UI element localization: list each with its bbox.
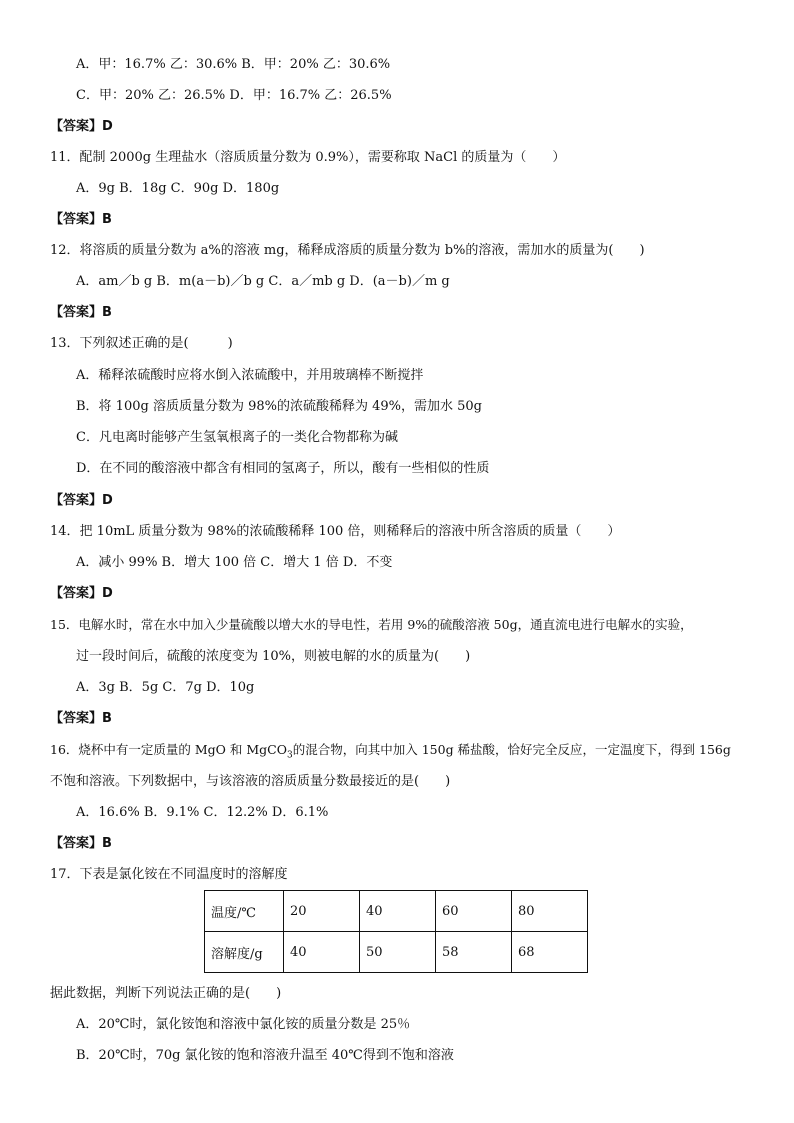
q15-options: A．3g B．5g C．7g D．10g bbox=[76, 680, 255, 695]
q16-stem-line1 bbox=[50, 741, 731, 765]
q13-answer: 【答案】D bbox=[50, 493, 113, 508]
q16-stem-post: 的混合物，向其中加入 150g 稀盐酸，恰好完全反应，一定温度下，得到 156g bbox=[292, 742, 731, 757]
table-cell: 80 bbox=[512, 891, 588, 932]
q17-option-a: A．20℃时，氯化铵饱和溶液中氯化铵的质量分数是 25％ bbox=[76, 1017, 411, 1032]
table-row bbox=[205, 891, 588, 932]
q16-stem-line2: 不饱和溶液。下列数据中，与该溶液的溶质质量分数最接近的是( ) bbox=[50, 774, 451, 789]
q14-answer: 【答案】D bbox=[50, 586, 113, 601]
q12-stem: 12．将溶质的质量分数为 a%的溶液 mg，稀释成溶质的质量分数为 b%的溶液，需加水的质量为( ) bbox=[50, 243, 645, 258]
q16-answer: 【答案】B bbox=[50, 836, 112, 851]
q10-answer: 【答案】D bbox=[50, 119, 113, 134]
q17-option-b: B．20℃时，70g 氯化铵的饱和溶液升温至 40℃得到不饱和溶液 bbox=[76, 1048, 454, 1063]
q15-stem-line2: 过一段时间后，硫酸的浓度变为 10%，则被电解的水的质量为( ) bbox=[76, 649, 471, 664]
q16-stem-pre: 16．烧杯中有一定质量的 MgO 和 MgCO bbox=[50, 742, 287, 757]
q13-option-a: A．稀释浓硫酸时应将水倒入浓硫酸中，并用玻璃棒不断搅拌 bbox=[76, 368, 424, 383]
q15-answer: 【答案】B bbox=[50, 711, 112, 726]
table-row-label: 溶解度/g bbox=[205, 932, 284, 973]
table-cell: 40 bbox=[284, 932, 360, 973]
q12-options: A．am／b g B．m(a－b)／b g C．a／mb g D．(a－b)／m g bbox=[76, 274, 450, 289]
table-cell: 50 bbox=[360, 932, 436, 973]
q17-stem: 17．下表是氯化铵在不同温度时的溶解度 bbox=[50, 867, 288, 882]
q11-options: A．9g B．18g C．90g D．180g bbox=[76, 181, 280, 196]
q14-stem: 14．把 10mL 质量分数为 98%的浓硫酸稀释 100 倍，则稀释后的溶液中所含溶质的质量（ ） bbox=[50, 524, 621, 539]
solubility-table bbox=[204, 890, 588, 973]
q17-prompt: 据此数据，判断下列说法正确的是( ) bbox=[50, 986, 282, 1001]
q13-option-b: B．将 100g 溶质质量分数为 98%的浓硫酸稀释为 49%，需加水 50g bbox=[76, 399, 483, 414]
table-cell: 58 bbox=[436, 932, 512, 973]
q13-option-c: C．凡电离时能够产生氢氧根离子的一类化合物都称为碱 bbox=[76, 430, 398, 445]
q13-stem: 13．下列叙述正确的是( ) bbox=[50, 336, 233, 351]
q10-options-ab: A．甲：16.7% 乙：30.6% B．甲：20% 乙：30.6% bbox=[76, 57, 391, 72]
q10-options-cd: C．甲：20% 乙：26.5% D．甲：16.7% 乙：26.5% bbox=[76, 88, 392, 103]
q11-stem: 11．配制 2000g 生理盐水（溶质质量分数为 0.9%），需要称取 NaCl 的质量为（ ） bbox=[50, 150, 566, 165]
table-row-label: 温度/℃ bbox=[205, 891, 284, 932]
q11-answer: 【答案】B bbox=[50, 212, 112, 227]
table-cell: 40 bbox=[360, 891, 436, 932]
table-cell: 20 bbox=[284, 891, 360, 932]
table-cell: 68 bbox=[512, 932, 588, 973]
q14-options: A．减小 99% B．增大 100 倍 C．增大 1 倍 D．不变 bbox=[76, 555, 393, 570]
q16-options: A．16.6% B．9.1% C．12.2% D．6.1% bbox=[76, 805, 329, 820]
q16-subscript: 3 bbox=[287, 750, 293, 761]
q15-stem-line1: 15．电解水时，常在水中加入少量硫酸以增大水的导电性，若用 9%的硫酸溶液 50g，通直流电进行电解水的实验， bbox=[50, 617, 693, 632]
table-row bbox=[205, 932, 588, 973]
q13-option-d: D．在不同的酸溶液中都含有相同的氢离子，所以，酸有一些相似的性质 bbox=[76, 461, 490, 476]
q12-answer: 【答案】B bbox=[50, 305, 112, 320]
table-cell: 60 bbox=[436, 891, 512, 932]
